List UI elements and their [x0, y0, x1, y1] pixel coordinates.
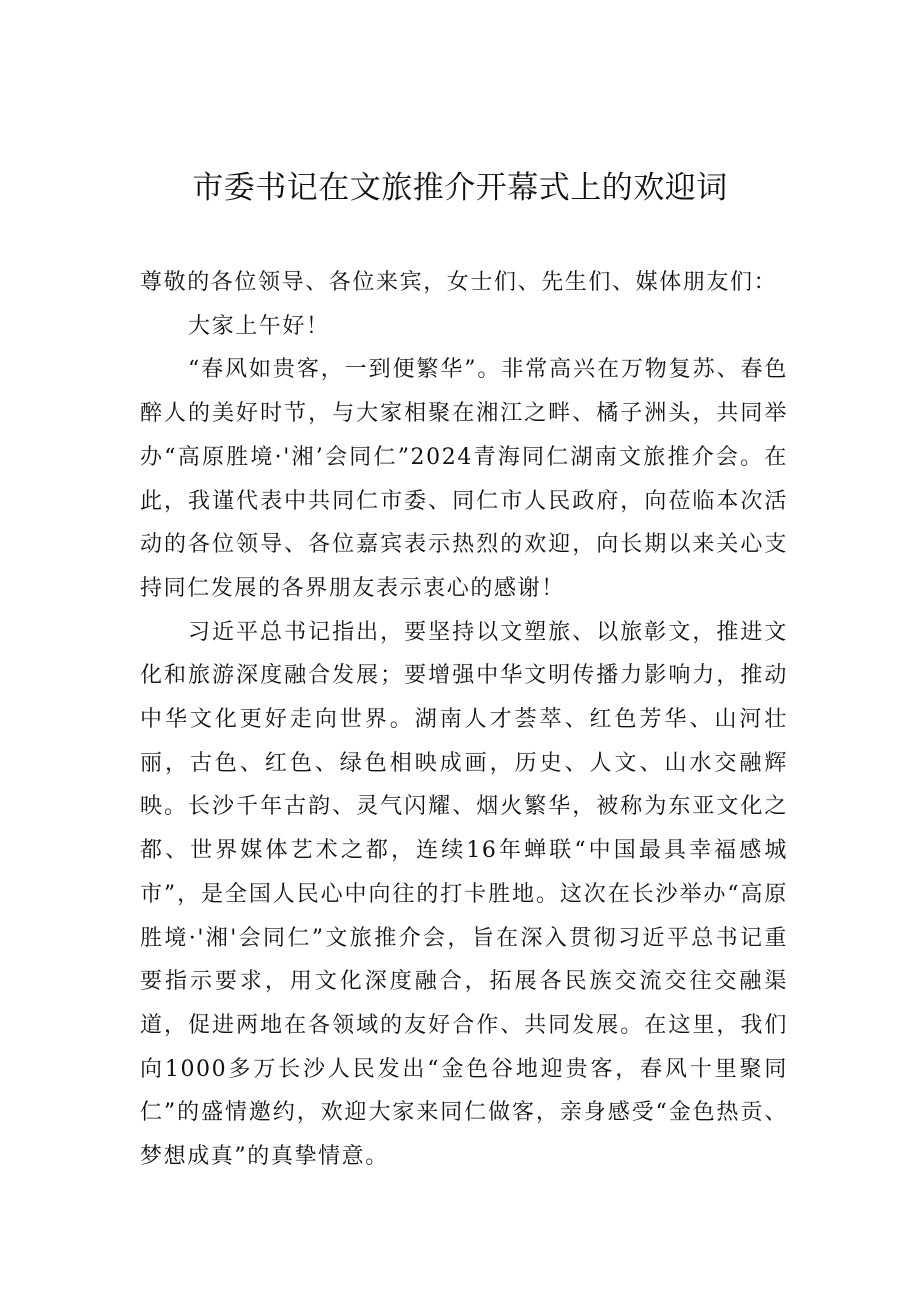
paragraph: 习近平总书记指出，要坚持以文塑旅、以旅彰文，推进文化和旅游深度融合发展；要增强中华文明传播力影响力，推动中华文化更好走向世界。湖南人才荟萃、红色芳华、山河壮丽，古色、红色、绿色相映成画，历史、人文、山水交融辉映。长沙千年古韵、灵气闪耀、烟火繁华，被称为东亚文化之都、世界媒体艺术之都，连续16年蝉联“中国最具幸福感城市”，是全国人民心中向往的打卡胜地。这次在长沙举办“高原胜境·'湘'会同仁”文旅推介会，旨在深入贯彻习近平总书记重要指示要求，用文化深度融合，拓展各民族交流交往交融渠道，促进两地在各领域的友好合作、共同发展。在这里，我们向1000多万长沙人民发出“金色谷地迎贵客，春风十里聚同仁”的盛情邀约，欢迎大家来同仁做客，亲身感受“金色热贡、梦想成真”的真挚情意。	[140, 619, 788, 1170]
salutation: 尊敬的各位领导、各位来宾，女士们、先生们、媒体朋友们：	[140, 270, 778, 295]
document-title: 市委书记在文旅推介开幕式上的欢迎词	[192, 170, 728, 206]
greeting: 大家上午好！	[188, 313, 330, 339]
paragraph: “春风如贵客，一到便繁华”。非常高兴在万物复苏、春色醉人的美好时节，与大家相聚在湘江之畔、橘子洲头，共同举办“高原胜境·'湘’会同仁”2024青海同仁湖南文旅推介会。在此，我谨代表中共同仁市委、同仁市人民政府，向莅临本次活动的各位领导、各位嘉宾表示热烈的欢迎，向长期以来关心支持同仁发展的各界朋友表示衷心的感谢！	[140, 357, 788, 601]
document-body	[140, 261, 788, 1179]
